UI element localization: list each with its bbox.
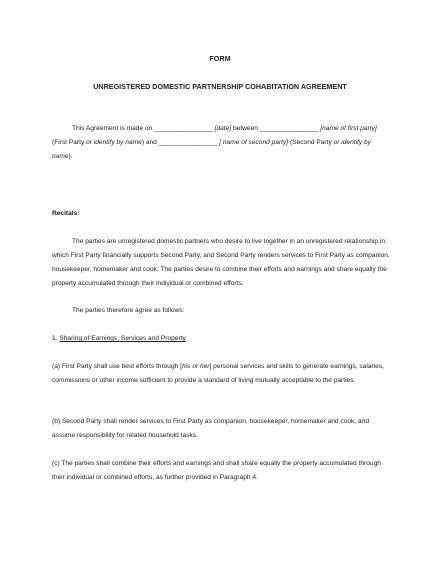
section-1-number: 1. — [52, 335, 58, 342]
section-1-heading — [52, 332, 392, 346]
intro-paragraph — [52, 122, 392, 164]
between-text: between — [232, 125, 258, 132]
second-party-suffix: (Second Party — [289, 139, 332, 146]
date-placeholder: [date] — [214, 125, 232, 132]
first-party-blank: ________________ — [259, 125, 319, 132]
clause-a — [52, 360, 392, 388]
section-1-title: Sharing of Earnings, Services and Property — [59, 335, 186, 342]
date-blank: ________________ — [154, 125, 213, 132]
recitals-heading: Recitals: — [52, 210, 80, 217]
document-title: UNREGISTERED DOMESTIC PARTNERSHIP COHABITATION AGREEMENT — [93, 82, 347, 91]
clause-a-italic: his or her — [181, 363, 210, 370]
first-party-placeholder: [name of first party] — [320, 125, 377, 132]
clause-a-before: (a) First Party shall use best efforts through [ — [52, 363, 182, 370]
agree-line: The parties therefore agree as follows: — [72, 307, 185, 314]
first-party-suffix: (First Party — [52, 139, 85, 146]
clause-a-after: ] personal services and skills to generate earnings, salaries, commissions or other income sufficient to provide a standard of living mutually acceptable to the parties. — [52, 363, 384, 384]
second-party-placeholder: [ name of second party] — [219, 139, 289, 146]
intro-lead: This Agreement is made on — [72, 125, 153, 132]
second-party-blank: ________________ — [158, 139, 218, 146]
recitals-paragraph: The parties are unregistered domestic partners who desire to live together in an unregistered relationship in which First Party financially supports Second Party, and Second Party renders services to First Party as companion, housekeeper, homemaker and cook. The parties desire to combine their efforts and earnings and share equally the property accumulated through their individual or combined efforts. — [52, 238, 390, 287]
or-identify-first: or identify by name — [86, 139, 142, 146]
clause-b: (b) Second Party shall render services to First Party as companion, housekeeper, homemaker and cook, and assume responsibility for related household tasks. — [52, 418, 370, 439]
form-label: FORM — [209, 54, 231, 63]
clause-c: (c) The parties shall combine their efforts and earnings and shall share equally the property accumulated through their individual or combined efforts, as further provided in Paragraph 4. — [52, 460, 381, 481]
intro-closing: ). — [68, 153, 73, 160]
and-text: ) and — [141, 139, 157, 146]
or-identify-second: or identify by name — [52, 139, 371, 160]
